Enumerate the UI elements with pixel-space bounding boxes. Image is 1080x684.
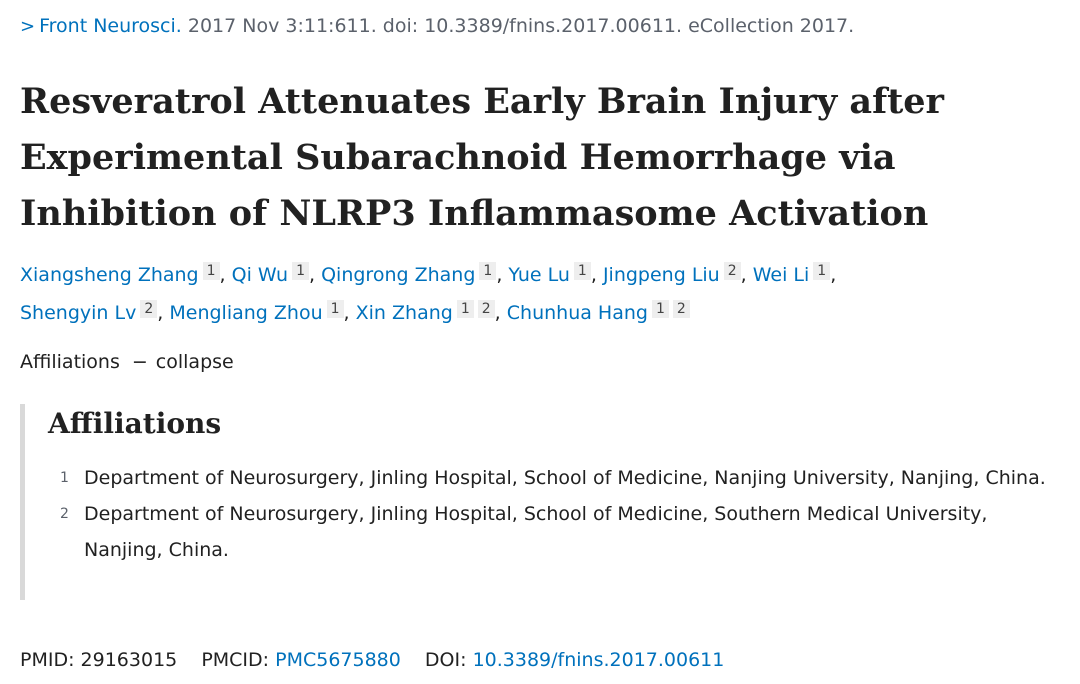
author-separator: ,: [830, 264, 837, 286]
doi-label: DOI:: [424, 649, 467, 671]
author-separator: ,: [496, 264, 509, 286]
author-separator: ,: [494, 302, 507, 324]
author-link[interactable]: Chunhua Hang: [506, 302, 648, 324]
author-link[interactable]: Jingpeng Liu: [602, 264, 720, 286]
author-entry: [507, 302, 690, 324]
affiliations-toggle-action[interactable]: collapse: [155, 351, 234, 373]
affiliation-text: Department of Neurosurgery, Jinling Hospital, School of Medicine, Southern Medical University, Nanjing, China.: [84, 503, 988, 561]
author-separator: ,: [343, 302, 356, 324]
author-link[interactable]: Xin Zhang: [355, 302, 453, 324]
collapse-dash-icon: −: [131, 351, 148, 373]
pmid-value: 29163015: [80, 649, 178, 671]
author-affiliation-ref[interactable]: 2: [140, 300, 157, 318]
author-affiliation-ref[interactable]: 1: [574, 262, 591, 280]
author-affiliation-ref[interactable]: 1: [813, 262, 830, 280]
author-link[interactable]: Qingrong Zhang: [321, 264, 476, 286]
author-affiliation-ref[interactable]: 2: [673, 300, 690, 318]
author-affiliation-ref[interactable]: 1: [292, 262, 309, 280]
affiliation-text: Department of Neurosurgery, Jinling Hospital, School of Medicine, Nanjing University, Nanjing, China.: [84, 467, 1046, 489]
identifiers-line: [20, 646, 724, 674]
author-link[interactable]: Wei Li: [752, 264, 810, 286]
author-affiliation-ref[interactable]: 2: [724, 262, 741, 280]
journal-link[interactable]: Front Neurosci.: [39, 15, 182, 37]
author-separator: ,: [590, 264, 603, 286]
author-affiliation-ref[interactable]: 1: [327, 300, 344, 318]
affiliation-item: [48, 460, 1070, 496]
citation-details: 2017 Nov 3:11:611. doi: 10.3389/fnins.2017.00611. eCollection 2017.: [187, 15, 855, 37]
author-affiliation-ref[interactable]: 1: [479, 262, 496, 280]
author-separator: ,: [740, 264, 753, 286]
authors-list: [20, 256, 1070, 332]
affiliation-number: 1: [60, 470, 69, 486]
author-entry: [508, 264, 590, 286]
author-affiliation-ref[interactable]: 1: [203, 262, 220, 280]
affiliations-list: [48, 460, 1070, 568]
pmcid-link[interactable]: PMC5675880: [275, 649, 401, 671]
pmid-label: PMID:: [20, 649, 75, 671]
doi-link[interactable]: 10.3389/fnins.2017.00611: [472, 649, 725, 671]
affiliations-panel: [20, 404, 1070, 600]
affiliations-heading: Affiliations: [48, 407, 222, 440]
author-separator: ,: [309, 264, 322, 286]
affiliations-toggle[interactable]: [20, 348, 234, 376]
author-separator: ,: [157, 302, 170, 324]
author-link[interactable]: Qi Wu: [231, 264, 289, 286]
author-link[interactable]: Mengliang Zhou: [169, 302, 323, 324]
affiliation-number: 2: [60, 506, 69, 522]
pmcid-label: PMCID:: [201, 649, 270, 671]
author-affiliation-ref[interactable]: 1: [652, 300, 669, 318]
author-entry: [356, 302, 495, 324]
citation-line: [20, 12, 854, 41]
author-separator: ,: [219, 264, 232, 286]
author-entry: [321, 264, 496, 286]
author-affiliation-ref[interactable]: 1: [457, 300, 474, 318]
author-entry: [20, 302, 157, 324]
author-entry: [169, 302, 343, 324]
affiliation-item: [48, 496, 1070, 568]
author-entry: [20, 264, 220, 286]
author-entry: [603, 264, 741, 286]
article-title: Resveratrol Attenuates Early Brain Injury after Experimental Subarachnoid Hemorrhage via Inhibition of NLRP3 Inflammasome Activation: [20, 81, 944, 234]
chevron-right-icon: >: [20, 16, 36, 37]
author-link[interactable]: Yue Lu: [508, 264, 570, 286]
author-affiliation-ref[interactable]: 2: [478, 300, 495, 318]
author-entry: [232, 264, 309, 286]
author-link[interactable]: Xiangsheng Zhang: [20, 264, 199, 286]
affiliations-toggle-label: Affiliations: [20, 351, 120, 373]
author-entry: [753, 264, 830, 286]
author-link[interactable]: Shengyin Lv: [20, 302, 137, 324]
